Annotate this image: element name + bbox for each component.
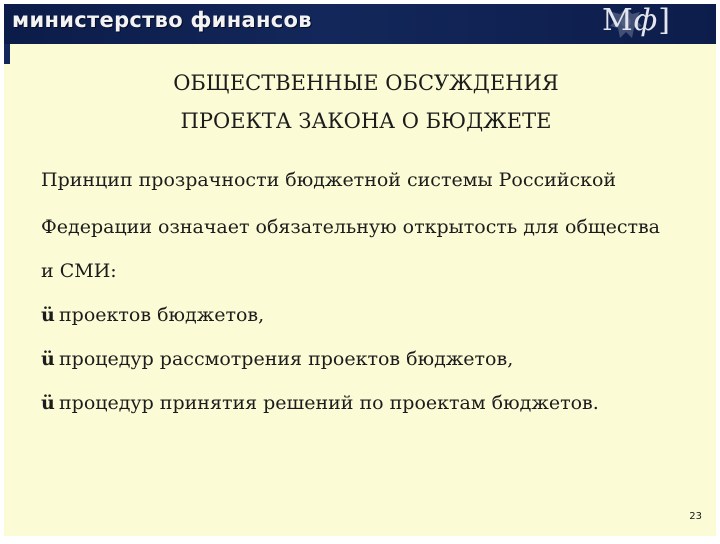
bullet-item-1 [41,304,264,326]
slide [4,4,716,536]
logo-letter-m: М [602,4,634,38]
bullet-text: процедур принятия решений по проектам бюджетов. [59,392,599,414]
bullet-item-3 [41,392,599,414]
bullet-text: проектов бюджетов, [59,304,265,326]
header-accent [4,44,10,64]
body-line-2: Федерации означает обязательную открытость для общества [41,216,661,238]
heading-line-1: ОБЩЕСТВЕННЫЕ ОБСУЖДЕНИЯ [173,71,559,95]
page-number: 23 [689,511,702,522]
bullet-item-2 [41,348,513,370]
heading-line-2: ПРОЕКТА ЗАКОНА О БЮДЖЕТЕ [180,109,552,133]
logo-bracket: ] [658,4,671,38]
logo-mark [602,4,671,38]
ministry-title: министерство финансов [12,8,312,32]
body-line-3: и СМИ: [41,260,117,282]
header-bar [4,4,716,44]
logo-letter-f: ф [633,4,659,38]
checkmark-icon: ü [41,392,55,414]
body-line-1: Принцип прозрачности бюджетной системы Российской [41,169,617,191]
bullet-text: процедур рассмотрения проектов бюджетов, [59,348,514,370]
checkmark-icon: ü [41,348,55,370]
checkmark-icon: ü [41,304,55,326]
ministry-logo [602,4,712,44]
